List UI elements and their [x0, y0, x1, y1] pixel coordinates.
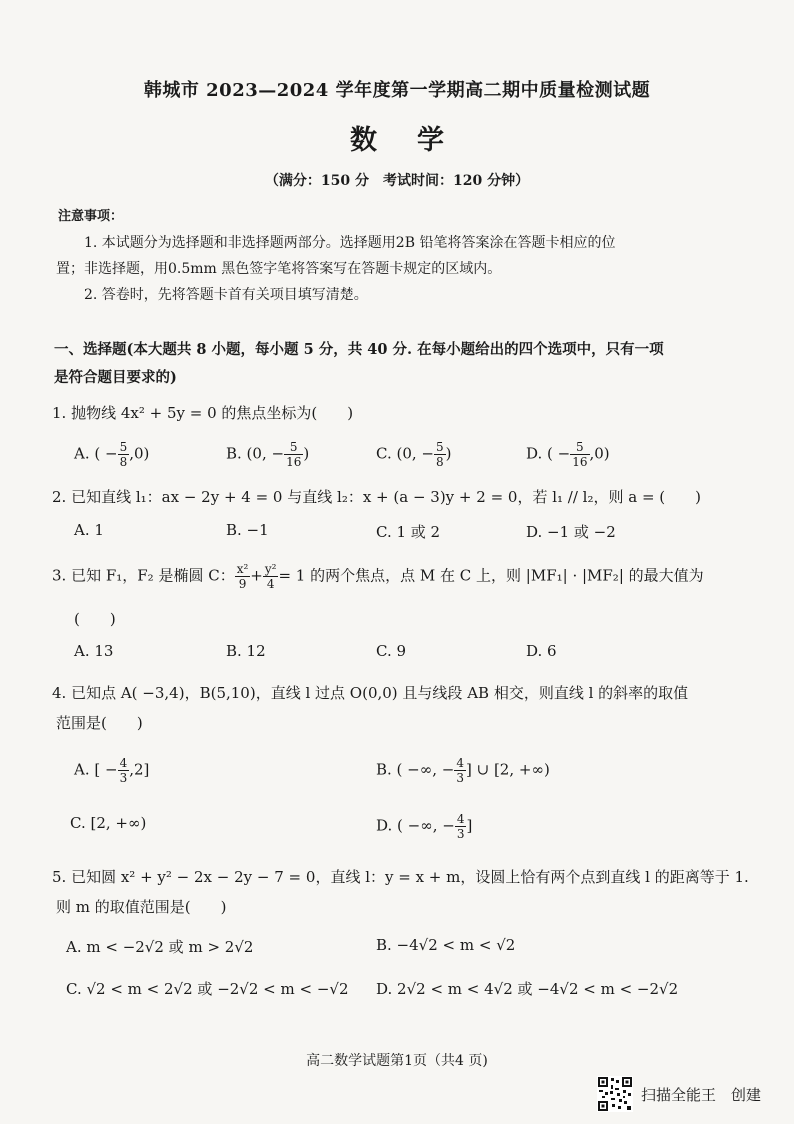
fraction-denominator: 3 [119, 771, 128, 785]
option-text: ] ∪ [2, +∞) [466, 760, 550, 779]
note-item-1-line-2: 置；非选择题，用0.5mm 黑色签字笔将答案写在答题卡规定的区域内。 [56, 261, 502, 277]
question-4-option-c: C. [2, +∞) [70, 814, 147, 832]
question-4-option-a [74, 756, 149, 785]
option-text: ,0) [589, 444, 610, 463]
question-3-option-c: C. 9 [376, 642, 407, 660]
question-5-option-a: A. m < −2√2 或 m > 2√2 [66, 938, 254, 956]
option-text: ) [445, 444, 452, 463]
fraction-numerator: 4 [456, 812, 465, 826]
fraction-denominator: 16 [286, 455, 302, 469]
option-text: ) [303, 444, 310, 463]
question-4-stem-line-1: 4. 已知点 A( −3,4)，B(5,10)，直线 l 过点 O(0,0) 且与线段 AB 相交，则直线 l 的斜率的取值 [52, 684, 689, 702]
fraction [434, 440, 446, 469]
option-text: B. (0, − [226, 444, 285, 463]
note-item-1-line-1: 1. 本试题分为选择题和非选择题两部分。选择题用2B 铅笔将答案涂在答题卡相应的位 [84, 235, 616, 251]
option-text: ,2] [129, 760, 150, 779]
question-1-stem: 1. 抛物线 4x² + 5y = 0 的焦点坐标为( ) [52, 404, 354, 422]
question-5-option-d: D. 2√2 < m < 4√2 或 −4√2 < m < −2√2 [376, 980, 679, 998]
note-item-2: 2. 答卷时，先将答题卡首有关项目填写清楚。 [84, 287, 368, 303]
question-1-option-a [74, 440, 149, 469]
question-3-answer-paren: ( ) [74, 610, 116, 628]
scanner-watermark: 扫描全能王 创建 [641, 1086, 762, 1104]
exam-title: 韩城市 2023—2024 学年度第一学期高二期中质量检测试题 [143, 80, 651, 101]
fraction-numerator: 5 [119, 440, 128, 454]
fraction-numerator: 5 [570, 440, 589, 455]
question-1-option-d [526, 440, 610, 469]
question-1-option-c [376, 440, 451, 469]
fraction [454, 756, 466, 785]
stem-text: = 1 的两个焦点，点 M 在 C 上，则 |MF₁| · |MF₂| 的最大值为 [278, 566, 704, 585]
question-5-stem-line-2: 则 m 的取值范围是( ) [56, 898, 227, 916]
fraction-denominator: 9 [238, 577, 247, 591]
stem-text: + [250, 566, 263, 585]
fraction-numerator: y² [264, 562, 277, 576]
option-text: C. (0, − [376, 444, 434, 463]
option-text: D. ( −∞, − [376, 816, 455, 835]
fraction-numerator: 4 [119, 756, 128, 770]
question-4-stem-line-2: 范围是( ) [56, 714, 143, 732]
notes-heading: 注意事项： [58, 209, 124, 224]
section-heading-line-2: 是符合题目要求的) [54, 369, 177, 386]
fraction-numerator: 5 [435, 440, 444, 454]
fraction [263, 562, 279, 591]
fraction [284, 440, 303, 469]
question-2-option-a: A. 1 [74, 521, 104, 539]
option-text: ,0) [129, 444, 150, 463]
section-heading-line-1: 一、选择题(本大题共 8 小题，每小题 5 分，共 40 分. 在每小题给出的四个选项中，只有一项 [54, 341, 664, 358]
fraction-denominator: 8 [119, 455, 128, 469]
stem-text: 3. 已知 F₁，F₂ 是椭圆 C： [52, 566, 235, 585]
fraction [118, 440, 130, 469]
fraction-denominator: 4 [266, 577, 275, 591]
fraction [235, 562, 251, 591]
question-1-option-b [226, 440, 309, 469]
fraction-denominator: 3 [456, 827, 465, 841]
option-text: ] [466, 816, 473, 835]
question-5-option-b: B. −4√2 < m < √2 [376, 936, 516, 954]
fraction-numerator: 5 [284, 440, 303, 455]
fraction-numerator: 4 [456, 756, 464, 770]
question-2-option-c: C. 1 或 2 [376, 523, 441, 541]
qr-code-icon [597, 1076, 633, 1112]
question-4-option-b [376, 756, 550, 785]
page-footer: 高二数学试题第1页（共4 页) [306, 1053, 488, 1069]
question-3-option-d: D. 6 [526, 642, 557, 660]
fraction-denominator: 8 [435, 455, 444, 469]
fraction-denominator: 3 [456, 771, 464, 785]
question-2-option-d: D. −1 或 −2 [526, 523, 616, 541]
question-2-option-b: B. −1 [226, 521, 269, 539]
question-3-stem [52, 562, 704, 591]
option-text: B. ( −∞, − [376, 760, 455, 779]
fraction [570, 440, 589, 469]
question-4-option-d [376, 812, 472, 841]
fraction-numerator: x² [236, 562, 249, 576]
question-5-option-c: C. √2 < m < 2√2 或 −2√2 < m < −√2 [66, 980, 349, 998]
fraction-denominator: 16 [572, 455, 588, 469]
fraction [455, 812, 467, 841]
question-2-stem: 2. 已知直线 l₁：ax − 2y + 4 = 0 与直线 l₂：x + (a − 3)y + 2 = 0，若 l₁ // l₂，则 a = ( ) [52, 488, 702, 506]
question-5-stem-line-1: 5. 已知圆 x² + y² − 2x − 2y − 7 = 0，直线 l：y = x + m，设圆上恰有两个点到直线 l 的距离等于 1. [52, 868, 749, 886]
exam-info: （满分：150 分 考试时间：120 分钟） [264, 173, 530, 189]
fraction [118, 756, 130, 785]
option-text: A. ( − [74, 444, 118, 463]
option-text: A. [ − [74, 760, 118, 779]
subject-heading: 数学 [350, 125, 484, 156]
question-3-option-b: B. 12 [226, 642, 266, 660]
option-text: D. ( − [526, 444, 571, 463]
question-3-option-a: A. 13 [74, 642, 114, 660]
